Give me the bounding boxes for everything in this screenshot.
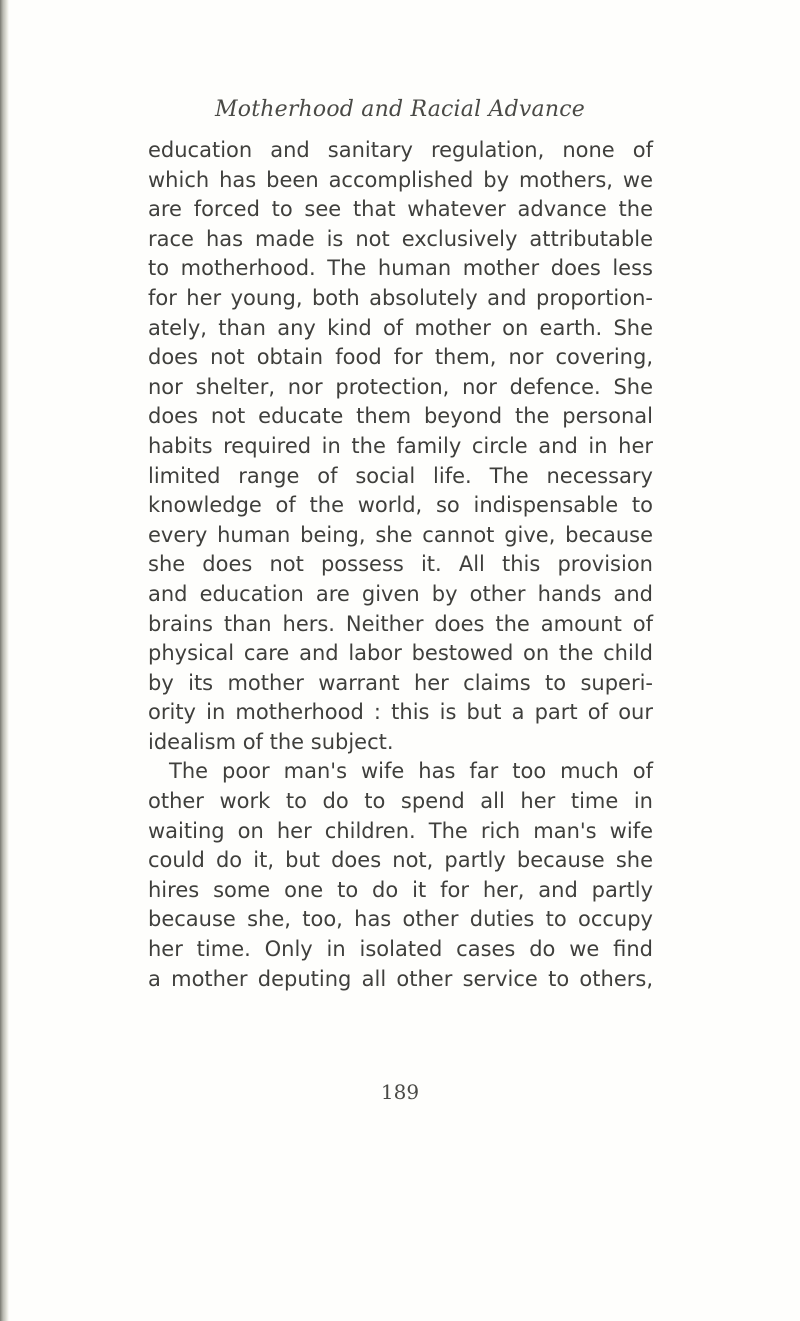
body-text	[148, 136, 653, 994]
text-line: ority in motherhood : this is but a part of our	[148, 700, 653, 725]
paragraph-start-line: The poor man's wife has far too much of	[169, 759, 653, 784]
text-line: other work to do to spend all her time in	[148, 789, 653, 814]
text-line: limited range of social life. The necessary	[148, 463, 653, 488]
text-line: she does not possess it. All this provision	[148, 552, 653, 577]
text-line: does not obtain food for them, nor covering,	[148, 345, 653, 370]
text-line: could do it, but does not, partly because she	[148, 848, 653, 873]
text-line: hires some one to do it for her, and partly	[148, 877, 653, 902]
text-line: race has made is not exclusively attributable	[148, 226, 653, 251]
text-line: waiting on her children. The rich man's wife	[148, 818, 653, 843]
text-line: does not educate them beyond the personal	[148, 404, 653, 429]
text-line: because she, too, has other duties to occupy	[148, 907, 653, 932]
text-line: are forced to see that whatever advance the	[148, 197, 653, 222]
text-line: by its mother warrant her claims to superi-	[148, 670, 653, 695]
text-line: ately, than any kind of mother on earth. She	[148, 315, 653, 340]
text-line: brains than hers. Neither does the amount of	[148, 611, 653, 636]
text-line: a mother deputing all other service to others,	[148, 966, 653, 991]
text-line: which has been accomplished by mothers, we	[148, 167, 653, 192]
text-line: to motherhood. The human mother does less	[148, 256, 653, 281]
text-line: physical care and labor bestowed on the child	[148, 641, 653, 666]
text-line: nor shelter, nor protection, nor defence. She	[148, 374, 653, 399]
text-line: her time. Only in isolated cases do we find	[148, 937, 653, 962]
text-line: knowledge of the world, so indispensable to	[148, 493, 653, 518]
text-line: for her young, both absolutely and proportion-	[148, 285, 653, 310]
binding-shadow	[0, 0, 9, 1321]
text-line: and education are given by other hands and	[148, 581, 653, 606]
paragraph-end-line: idealism of the subject.	[148, 729, 394, 754]
page-number: 189	[380, 1080, 420, 1104]
text-line: education and sanitary regulation, none of	[148, 138, 653, 162]
text-line: habits required in the family circle and in her	[148, 433, 653, 458]
running-head: Motherhood and Racial Advance	[215, 97, 585, 122]
text-line: every human being, she cannot give, because	[148, 522, 653, 547]
